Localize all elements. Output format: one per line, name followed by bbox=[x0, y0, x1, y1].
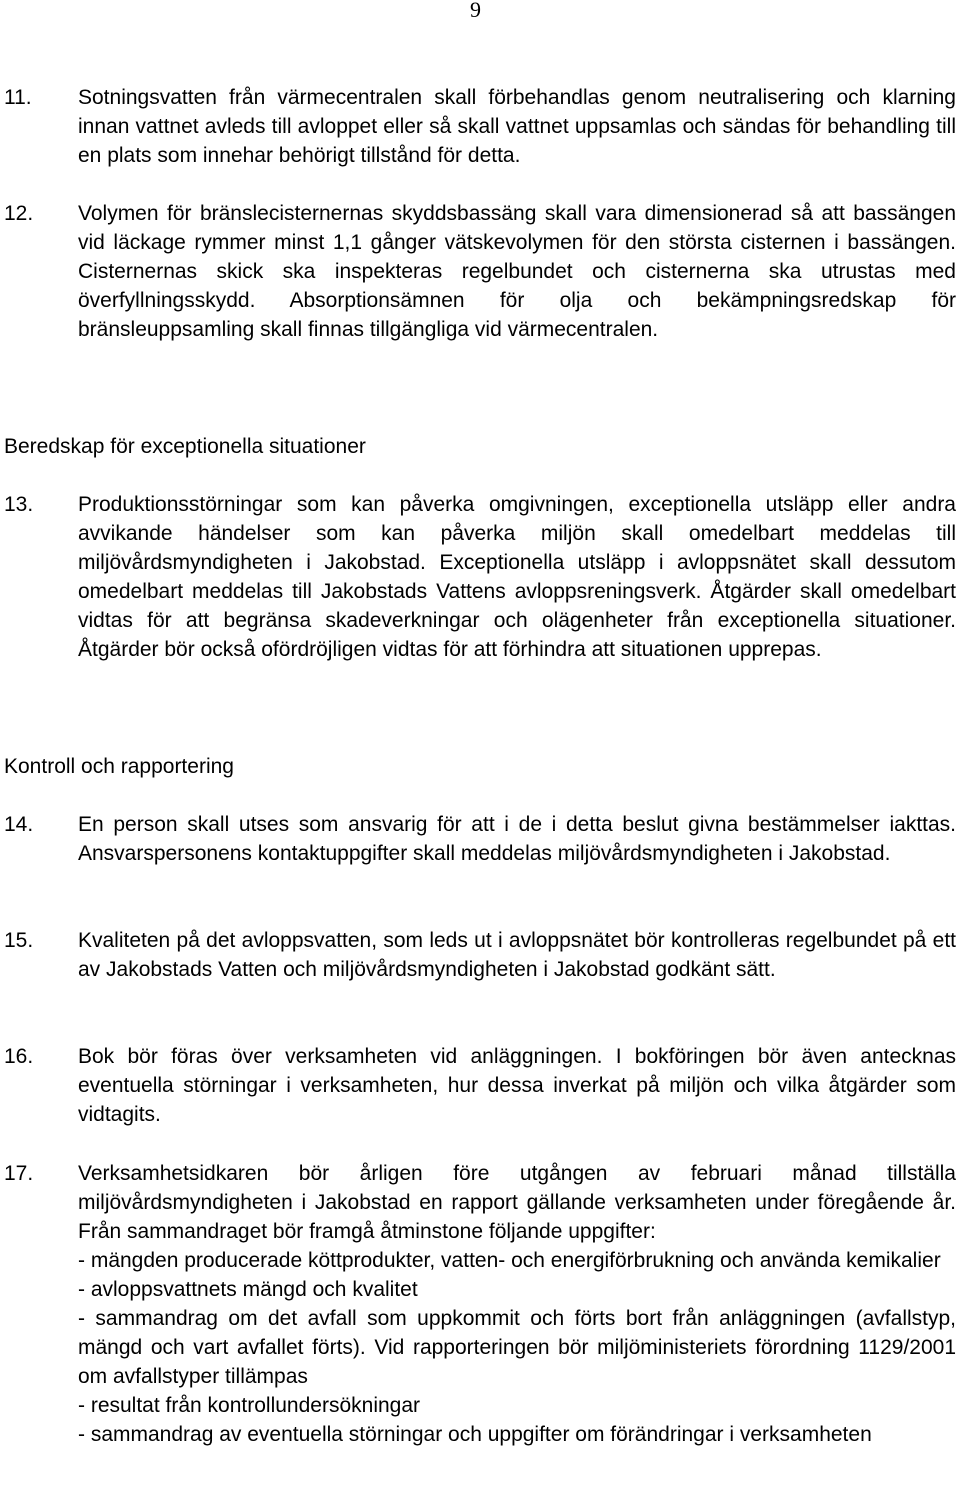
item-text: Produktionsstörningar som kan påverka omgivningen, exceptionella utsläpp eller andra avvikande händelser som kan påverka miljön skall omedelbart meddelas till miljövårdsmyndigheten i Jakobstad. Exceptionella utsläpp i avloppsnätet skall dessutom omedelbart meddelas till Jakobstads Vattens avloppsreningsverk. Åtgärder skall omedelbart vidtas för att begränsa skadeverkningar och olägenheter från exceptionella situationer. Åtgärder bör också ofördröjligen vidtas för att förhindra att situationen upprepas. bbox=[78, 493, 956, 661]
item-number: 16. bbox=[4, 1045, 34, 1068]
condition-item-14 bbox=[0, 810, 956, 868]
item-text: Bok bör föras över verksamheten vid anläggningen. I bokföringen bör även antecknas eventuella störningar i verksamheten, hur dessa inverkat på miljön och vilka åtgärder som vidtagits. bbox=[78, 1045, 956, 1126]
report-list-item: - mängden producerade köttprodukter, vatten- och energiförbrukning och använda kemikalier bbox=[78, 1249, 941, 1272]
condition-item-15 bbox=[0, 926, 956, 984]
item-text: Sotningsvatten från värmecentralen skall förbehandlas genom neutralisering och klarning innan vattnet avleds till avloppet eller så skall vattnet uppsamlas och sändas för behandling till en plats som innehar behörigt tillstånd för detta. bbox=[78, 86, 956, 167]
condition-item-12 bbox=[0, 199, 956, 344]
item-number: 15. bbox=[4, 929, 34, 952]
condition-item-16 bbox=[0, 1042, 956, 1129]
item-number: 13. bbox=[4, 493, 34, 516]
report-list-item: - sammandrag av eventuella störningar och uppgifter om förändringar i verksamheten bbox=[78, 1423, 872, 1446]
page-number: 9 bbox=[470, 0, 481, 22]
condition-item-11 bbox=[0, 83, 956, 170]
section-heading-beredskap: Beredskap för exceptionella situationer bbox=[4, 435, 366, 458]
item-text: Kvaliteten på det avloppsvatten, som leds ut i avloppsnätet bör kontrolleras regelbundet på ett av Jakobstads Vatten och miljövårdsmyndigheten i Jakobstad godkänt sätt. bbox=[78, 929, 956, 981]
item-text: Volymen för bränslecisternernas skyddsbassäng skall vara dimensionerad så att bassängen vid läckage rymmer minst 1,1 gånger vätskevolymen för den största cisternen i bassängen. Cisternernas skick ska inspekteras regelbundet och cisternerna ska utrustas med överfyllningsskydd. Absorptionsämnen för olja och bekämpningsredskap för bränsleuppsamling skall finnas tillgängliga vid värmecentralen. bbox=[78, 202, 956, 341]
item-text: Verksamhetsidkaren bör årligen före utgången av februari månad tillställa miljövårdsmyndigheten i Jakobstad en rapport gällande verksamheten under föregående år. Från sammandraget bör framgå åtminstone följande uppgifter: bbox=[78, 1162, 956, 1243]
condition-item-13 bbox=[0, 490, 956, 664]
item-text-block bbox=[78, 1159, 956, 1449]
item-number: 12. bbox=[4, 202, 34, 225]
item-number: 17. bbox=[4, 1162, 34, 1185]
item-number: 11. bbox=[4, 86, 32, 109]
item-number: 14. bbox=[4, 813, 34, 836]
section-heading-kontroll: Kontroll och rapportering bbox=[4, 755, 234, 778]
condition-item-17 bbox=[0, 1159, 956, 1449]
report-list-item: - avloppsvattnets mängd och kvalitet bbox=[78, 1278, 418, 1301]
item-text: En person skall utses som ansvarig för att i de i detta beslut givna bestämmelser iakttas. Ansvarspersonens kontaktuppgifter skall meddelas miljövårdsmyndigheten i Jakobstad. bbox=[78, 813, 956, 865]
report-list-item: - resultat från kontrollundersökningar bbox=[78, 1394, 421, 1417]
report-list-item: - sammandrag om det avfall som uppkommit och förts bort från anläggningen (avfallstyp, mängd och vart avfallet förts). Vid rapporteringen bör miljöministeriets förordning 1129/2001 om avfallstyper tillämpas bbox=[78, 1307, 956, 1388]
